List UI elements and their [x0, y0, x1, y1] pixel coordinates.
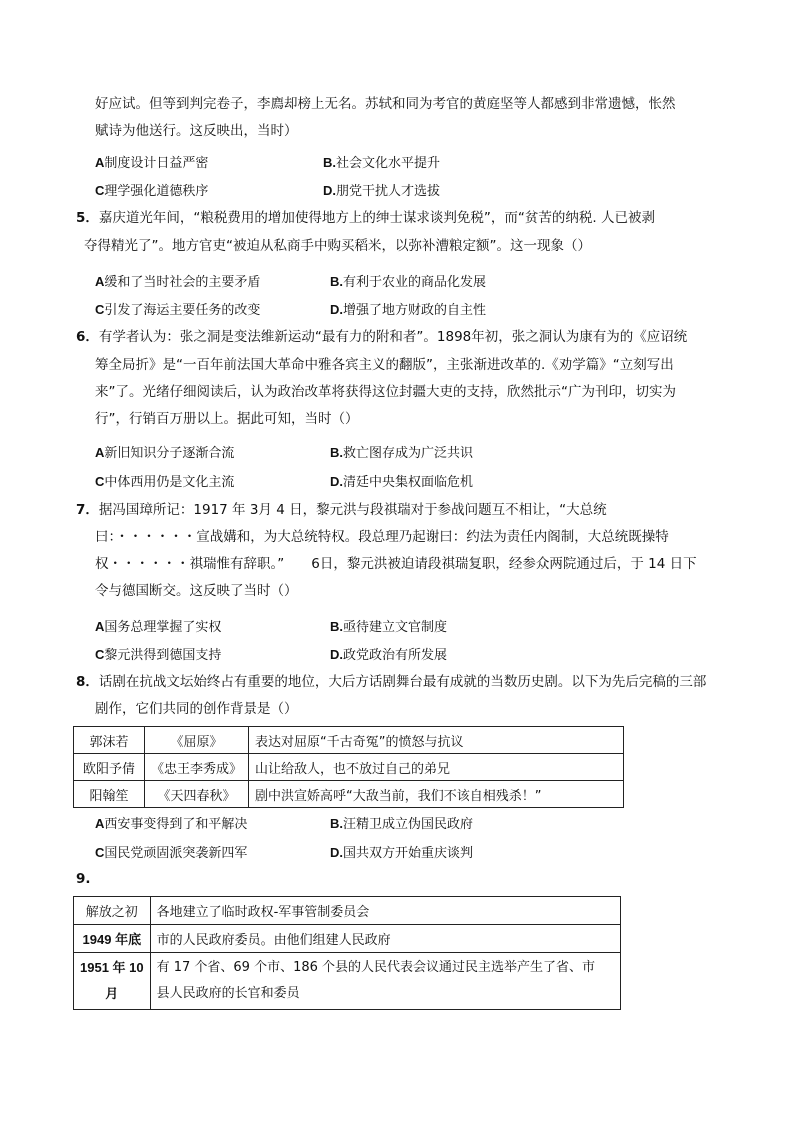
q7-option-c: C黎元洪得到德国支持	[95, 647, 222, 663]
table-cell-content: 剧中洪宣娇高呼“大敌当前，我们不该自相残杀！”	[249, 781, 624, 808]
q6-option-b: B.救亡图存成为广泛共识	[330, 445, 474, 461]
table-cell-work: 《天四春秋》	[145, 781, 249, 808]
q4-option-b: B.社会文化水平提升	[323, 155, 441, 171]
table-cell-content: 市的人民政府委员。由他们组建人民政府	[150, 925, 620, 953]
q7-number: 7．	[76, 502, 99, 518]
q7-option-d: D.政党政治有所发展	[330, 647, 448, 663]
table-cell-content: 山让给敌人，也不放过自己的弟兄	[249, 754, 624, 781]
table-row	[74, 754, 624, 781]
q4-option-a: A制度设计日益严密	[95, 155, 209, 171]
q7-stem-line-3: 权・・・・・・祺瑞惟有辞职。” 6日，黎元洪被迫请段祺瑞复职，经参众两院通过后，于 14 日下	[95, 556, 697, 572]
q5-option-d: D.增强了地方财政的自主性	[330, 302, 487, 318]
q7-stem-line-2: 曰：・・・・・・宣战媾和，为大总统特权。段总理乃起谢曰：约法为责任内阁制，大总统既操特	[95, 529, 669, 545]
q4-stem-line-2: 赋诗为他送行。这反映出，当时）	[95, 123, 298, 139]
q6-stem-line-2: 筹全局折》是“一百年前法国大革命中雅各宾主义的翻版”，主张渐进改革的.《劝学篇》“立刻写出	[95, 357, 674, 373]
table-cell-work: 《忠王李秀成》	[145, 754, 249, 781]
q5-number: 5．	[76, 210, 99, 226]
table-cell-content: 有 17 个省、69 个市、186 个县的人民代表会议通过民主选举产生了省、市 县人民政府的长官和委员	[150, 953, 620, 1010]
table-cell-content: 各地建立了临时政权-军事管制委员会	[150, 897, 620, 925]
q8-number: 8．	[76, 674, 99, 690]
table-cell-time: 解放之初	[74, 897, 151, 925]
q8-option-b: B.汪精卫成立伪国民政府	[330, 816, 474, 832]
table-cell-author: 郭沫若	[74, 727, 145, 754]
q4-option-d: D.朋党干扰人才选拔	[323, 183, 441, 199]
q4-stem-line-1: 好应试。但等到判完卷子，李廌却榜上无名。苏轼和同为考官的黄庭坚等人都感到非常遗憾，怅然	[95, 96, 676, 112]
q9-table	[73, 896, 621, 1010]
q6-stem-line-3: 来”了。光绪仔细阅读后，认为政治改革将获得这位封疆大吏的支持，欣然批示“广为刊印，切实为	[95, 384, 676, 400]
table-cell-time: 1949 年底	[74, 925, 151, 953]
q5-option-c: C引发了海运主要任务的改变	[95, 302, 261, 318]
q6-option-c: C中体西用仍是文化主流	[95, 474, 235, 490]
q5-option-a: A缓和了当时社会的主要矛盾	[95, 274, 261, 290]
q5-stem-line-2: 夺得精光了”。地方官吏“被迫从私商手中购买稻米，以弥补漕粮定额”。这一现象（）	[84, 238, 591, 254]
table-row	[74, 925, 621, 953]
q7-stem-line-4: 令与德国断交。这反映了当时（）	[95, 583, 298, 599]
q6-number: 6．	[76, 329, 99, 345]
table-row	[74, 953, 621, 1010]
q6-stem-line-4: 行”，行销百万册以上。据此可知，当时（）	[95, 411, 359, 427]
q8-option-c: C国民党顽固派突袭新四军	[95, 845, 248, 861]
q6-stem-line-1: 6．有学者认为：张之洞是变法维新运动“最有力的附和者”。1898年初，张之洞认为康有为的《应诏统	[76, 329, 688, 345]
q8-stem-line-1: 8．话剧在抗战文坛始终占有重要的地位，大后方话剧舞台最有成就的当数历史剧。以下为先后完稿的三部	[76, 674, 707, 690]
table-row	[74, 781, 624, 808]
q8-stem-line-2: 剧作，它们共同的创作背景是（）	[95, 701, 298, 717]
table-cell-content: 表达对屈原“千古奇冤”的愤怒与抗议	[249, 727, 624, 754]
q5-option-b: B.有利于农业的商品化发展	[330, 274, 487, 290]
q4-option-c: C理学强化道德秩序	[95, 183, 209, 199]
q7-option-a: A国务总理掌握了实权	[95, 619, 222, 635]
q7-option-b: B.亟待建立文官制度	[330, 619, 448, 635]
table-row	[74, 897, 621, 925]
table-cell-time: 1951 年 10 月	[74, 953, 151, 1010]
q6-option-a: A新旧知识分子逐渐合流	[95, 445, 235, 461]
q8-table	[73, 726, 624, 808]
q8-option-a: A西安事变得到了和平解决	[95, 816, 248, 832]
table-cell-author: 阳翰笙	[74, 781, 145, 808]
table-cell-author: 欧阳予倩	[74, 754, 145, 781]
q7-stem-line-1: 7．据冯国璋所记：1917 年 3月 4 日，黎元洪与段祺瑞对于参战问题互不相让，“大总统	[76, 502, 607, 518]
table-cell-work: 《屈原》	[145, 727, 249, 754]
q5-stem-line-1: 5．嘉庆道光年间，“粮税费用的增加使得地方上的绅士谋求谈判免税”，而“贫苦的纳税. 人已被剥	[76, 210, 655, 226]
q8-option-d: D.国共双方开始重庆谈判	[330, 845, 474, 861]
q9-number: 9.	[76, 871, 91, 887]
table-row	[74, 727, 624, 754]
q6-option-d: D.清廷中央集权面临危机	[330, 474, 474, 490]
